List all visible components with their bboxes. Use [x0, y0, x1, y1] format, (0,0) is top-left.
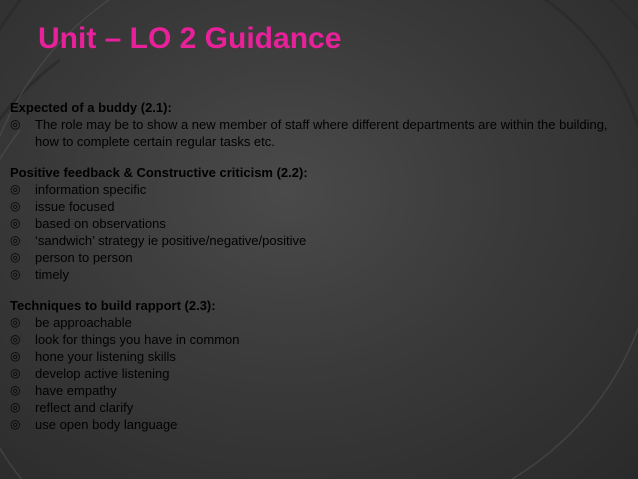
list-item-text: have empathy: [35, 383, 117, 398]
bullet-icon: ◎: [10, 417, 21, 431]
bullet-list: [10, 314, 630, 433]
list-item-text: based on observations: [35, 216, 166, 231]
list-item: [10, 232, 630, 249]
list-item-text: reflect and clarify: [35, 400, 134, 415]
list-item: [10, 416, 630, 433]
list-item-text: use open body language: [35, 417, 178, 432]
list-item: [10, 181, 630, 198]
bullet-icon: ◎: [10, 233, 21, 247]
list-item: [10, 331, 630, 348]
bullet-icon: ◎: [10, 216, 21, 230]
list-item: [10, 399, 630, 416]
bullet-icon: ◎: [10, 400, 21, 414]
section-heading: Expected of a buddy (2.1):: [10, 100, 172, 115]
bullet-icon: ◎: [10, 117, 21, 131]
section-buddy: [10, 99, 630, 150]
section-heading: Positive feedback & Constructive criticism (2.2):: [10, 165, 308, 180]
list-item-text: be approachable: [35, 315, 132, 330]
list-item-text: person to person: [35, 250, 133, 265]
bullet-icon: ◎: [10, 366, 21, 380]
bullet-icon: ◎: [10, 250, 21, 264]
list-item: [10, 382, 630, 399]
list-item: [10, 249, 630, 266]
slide-content: [10, 99, 630, 447]
bullet-icon: ◎: [10, 199, 21, 213]
list-item-text: hone your listening skills: [35, 349, 176, 364]
list-item: [10, 314, 630, 331]
bullet-list: [10, 116, 630, 150]
bullet-list: [10, 181, 630, 283]
list-item-text: information specific: [35, 182, 147, 197]
bullet-icon: ◎: [10, 349, 21, 363]
list-item-text: The role may be to show a new member of staff where different departments are within the building, how to complete certain regular tasks etc.: [35, 117, 608, 149]
bullet-icon: ◎: [10, 267, 21, 281]
list-item: [10, 198, 630, 215]
section-heading: Techniques to build rapport (2.3):: [10, 298, 216, 313]
list-item: [10, 348, 630, 365]
list-item-text: issue focused: [35, 199, 115, 214]
list-item-text: develop active listening: [35, 366, 170, 381]
slide-title: Unit – LO 2 Guidance: [38, 22, 342, 55]
bullet-icon: ◎: [10, 383, 21, 397]
list-item: [10, 116, 630, 150]
list-item: [10, 365, 630, 382]
list-item-text: look for things you have in common: [35, 332, 240, 347]
bullet-icon: ◎: [10, 332, 21, 346]
list-item-text: timely: [35, 267, 69, 282]
list-item-text: ‘sandwich’ strategy ie positive/negative/positive: [35, 233, 307, 248]
bullet-icon: ◎: [10, 315, 21, 329]
list-item: [10, 266, 630, 283]
bullet-icon: ◎: [10, 182, 21, 196]
list-item: [10, 215, 630, 232]
